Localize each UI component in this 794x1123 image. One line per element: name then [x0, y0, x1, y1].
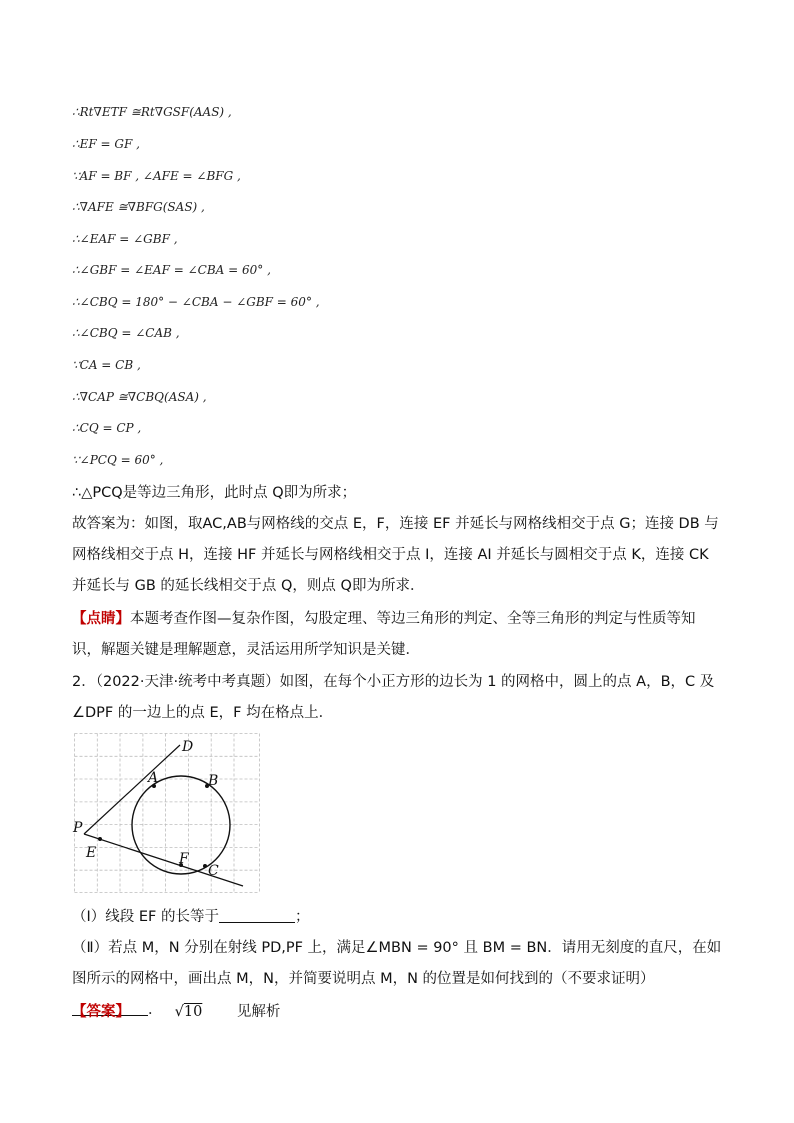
- proof-line: ∴∠EAF = ∠GBF ,: [72, 232, 178, 246]
- comment-tag: 【点睛】: [72, 611, 130, 627]
- problem-2-statement: 2．（2022·天津·统考中考真题）如图，在每个小正方形的边长为 1 的网格中，圆上的点 A，B，C 及∠DPF 的一边上的点 E，F 均在格点上．: [72, 674, 715, 721]
- proof-line: ∴∇AFE ≅∇BFG(SAS) ,: [72, 200, 205, 214]
- label-d: D: [182, 739, 194, 755]
- answer-blank: [219, 908, 295, 923]
- proof-line: ∵∠PCQ = 60° ,: [72, 453, 164, 467]
- label-f: F: [179, 851, 189, 867]
- proof-line: ∵CA = CB ,: [72, 358, 141, 372]
- part-2-text: （Ⅱ）若点 M，N 分别在射线 PD,PF 上，满足∠MBN = 90° 且 BM = BN．请用无刻度的直尺，在如图所示的网格中，画出点 M，N，并简要说明点 M，N 的位置是如何找到的（不要求证明）: [72, 940, 722, 987]
- answer-row: [72, 1000, 280, 1024]
- answer-tag: 【答案】: [72, 1004, 130, 1020]
- grid-points: [98, 784, 209, 868]
- answer-summary: 故答案为：如图，取AC,AB与网格线的交点 E，F，连接 EF 并延长与网格线相交于点 G；连接 DB 与网格线相交于点 H，连接 HF 并延长与网格线相交于点 I，连接 AI 并延长与圆相交于点 K，连接 CK 并延长与 GB 的延长线相交于点 Q，则点 Q即为所求．: [72, 516, 719, 594]
- comment-text: 本题考查作图—复杂作图，勾股定理、等边三角形的判定、全等三角形的判定与性质等知识，解题关键是理解题意，灵活运用所学知识是关键．: [72, 611, 696, 658]
- proof-line: ∴∠CBQ = ∠CAB ,: [72, 326, 180, 340]
- proof-line: ∴EF = GF ,: [72, 137, 140, 151]
- label-a: A: [148, 770, 159, 786]
- proof-conclusion: ∴△PCQ是等边三角形，此时点 Q即为所求；: [72, 485, 357, 501]
- proof-line: ∴∠CBQ = 180° − ∠CBA − ∠GBF = 60° ,: [72, 295, 320, 309]
- ray-pf: [84, 834, 243, 886]
- label-b: B: [208, 773, 219, 789]
- label-p: P: [73, 820, 83, 836]
- comment-paragraph: [72, 604, 722, 666]
- proof-line: ∴∇CAP ≅∇CBQ(ASA) ,: [72, 390, 207, 404]
- answer-value: √10: [174, 1004, 203, 1020]
- proof-line: ∴∠GBF = ∠EAF = ∠CBA = 60° ,: [72, 263, 271, 277]
- answer-radicand: 10: [183, 1004, 203, 1020]
- label-c: C: [208, 863, 219, 879]
- answer-explain: 见解析: [236, 1004, 281, 1020]
- proof-line: ∴Rt∇ETF ≅Rt∇GSF(AAS) ,: [72, 105, 232, 119]
- part-1-text: （Ⅰ）线段 EF 的长等于: [72, 909, 219, 925]
- label-e: E: [86, 845, 97, 861]
- geometry-figure: [74, 733, 260, 893]
- proof-line: ∴CQ = CP ,: [72, 421, 142, 435]
- problem-2-part-1: [72, 902, 722, 933]
- part-1-end: ；: [295, 909, 310, 925]
- part-2-end: ．: [148, 1002, 163, 1018]
- proof-line: ∵AF = BF , ∠AFE = ∠BFG ,: [72, 169, 241, 183]
